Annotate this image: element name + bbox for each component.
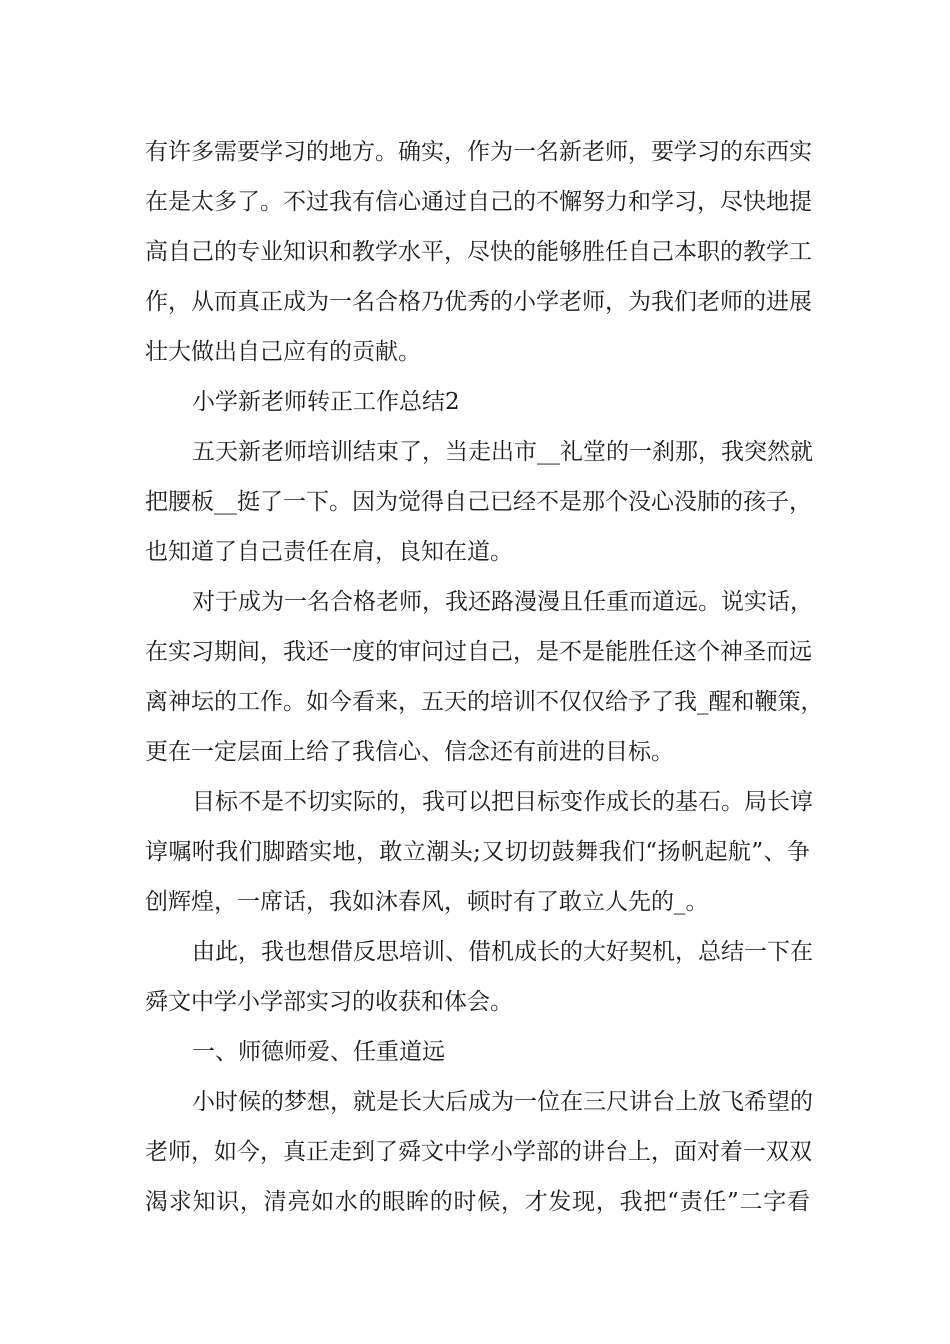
paragraph-line: 离神坛的工作。如今看来，五天的培训不仅仅给予了我_醒和鞭策， <box>145 689 824 715</box>
paragraph-line: 更在一定层面上给了我信心、信念还有前进的目标。 <box>145 739 674 765</box>
paragraph-line: 也知道了自己责任在肩，良知在道。 <box>145 539 513 565</box>
paragraph-line: 壮大做出自己应有的贡献。 <box>145 339 421 365</box>
paragraph-line: 对于成为一名合格老师，我还路漫漫且任重而道远。说实话， <box>192 589 813 615</box>
paragraph-line: 由此，我也想借反思培训、借机成长的大好契机，总结一下在 <box>192 939 813 965</box>
paragraph-line: 目标不是不切实际的，我可以把目标变作成长的基石。局长谆 <box>192 789 813 815</box>
paragraph-line: 小时候的梦想，就是长大后成为一位在三尺讲台上放飞希望的 <box>192 1089 813 1115</box>
paragraph-line: 五天新老师培训结束了，当走出市__礼堂的一刹那，我突然就 <box>192 439 813 465</box>
section-title: 小学新老师转正工作总结2 <box>192 389 460 415</box>
section-heading: 一、师德师爱、任重道远 <box>192 1039 445 1065</box>
paragraph-line: 舜文中学小学部实习的收获和体会。 <box>145 989 513 1015</box>
paragraph-line: 老师，如今，真正走到了舜文中学小学部的讲台上，面对着一双双 <box>145 1139 812 1165</box>
paragraph-line: 高自己的专业知识和教学水平，尽快的能够胜任自己本职的教学工 <box>145 239 812 265</box>
paragraph-line: 渴求知识，清亮如水的眼眸的时候，才发现，我把“责任”二字看 <box>145 1189 810 1215</box>
paragraph-line: 创辉煌，一席话，我如沐春风，顿时有了敢立人先的_。 <box>145 889 709 915</box>
paragraph-line: 在实习期间，我还一度的审问过自己，是不是能胜任这个神圣而远 <box>145 639 812 665</box>
paragraph-line: 谆嘱咐我们脚踏实地，敢立潮头;又切切鼓舞我们“扬帆起航”、争 <box>145 839 810 865</box>
paragraph-line: 作，从而真正成为一名合格乃优秀的小学老师，为我们老师的进展 <box>145 289 812 315</box>
paragraph-line: 在是太多了。不过我有信心通过自己的不懈努力和学习，尽快地提 <box>145 189 812 215</box>
paragraph-line: 有许多需要学习的地方。确实，作为一名新老师，要学习的东西实 <box>145 139 812 165</box>
paragraph-line: 把腰板__挺了一下。因为觉得自己已经不是那个没心没肺的孩子， <box>145 489 812 515</box>
